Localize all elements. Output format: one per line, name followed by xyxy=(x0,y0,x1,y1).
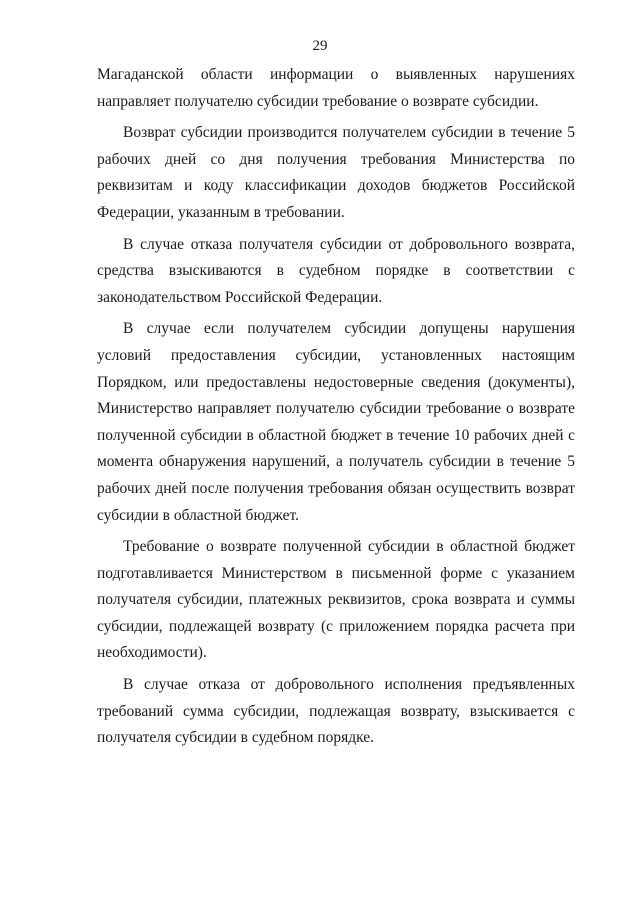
paragraph-return-procedure: Возврат субсидии производится получателем субсидии в течение 5 рабочих дней со дня получения требования Министерства по реквизитам и коду классификации доходов бюджетов Российской Федерации, указанным в требовании. xyxy=(97,124,575,221)
paragraph-continuation: Магаданской области информации о выявленных нарушениях направляет получателю субсидии требование о возврате субсидии. xyxy=(97,66,575,110)
paragraph-enforcement: В случае отказа от добровольного исполнения предъявленных требований сумма субсидии, подлежащая возврату, взыскивается с получателя субсидии в судебном порядке. xyxy=(97,676,575,747)
paragraph-violations: В случае если получателем субсидии допущены нарушения условий предоставления субсидии, установленных настоящим Порядком, или предоставлены недостоверные сведения (документы), Министерство направляет получателю субсидии требование о возврате полученной субсидии в областной бюджет в течение 10 рабочих дней с момента обнаружения нарушений, а получатель субсидии в течение 5 рабочих дней после получения требования обязан осуществить возврат субсидии в областной бюджет. xyxy=(97,320,575,524)
page-number: 29 xyxy=(312,38,328,54)
document-body xyxy=(97,62,575,752)
paragraph-requirement-form: Требование о возврате полученной субсидии в областной бюджет подготавливается Министерством в письменной форме с указанием получателя субсидии, платежных реквизитов, срока возврата и суммы субсидии, подлежащей возврату (с приложением порядка расчета при необходимости). xyxy=(97,538,575,662)
paragraph-refusal-court: В случае отказа получателя субсидии от добровольного возврата, средства взыскиваются в судебном порядке в соответствии с законодательством Российской Федерации. xyxy=(97,235,575,306)
